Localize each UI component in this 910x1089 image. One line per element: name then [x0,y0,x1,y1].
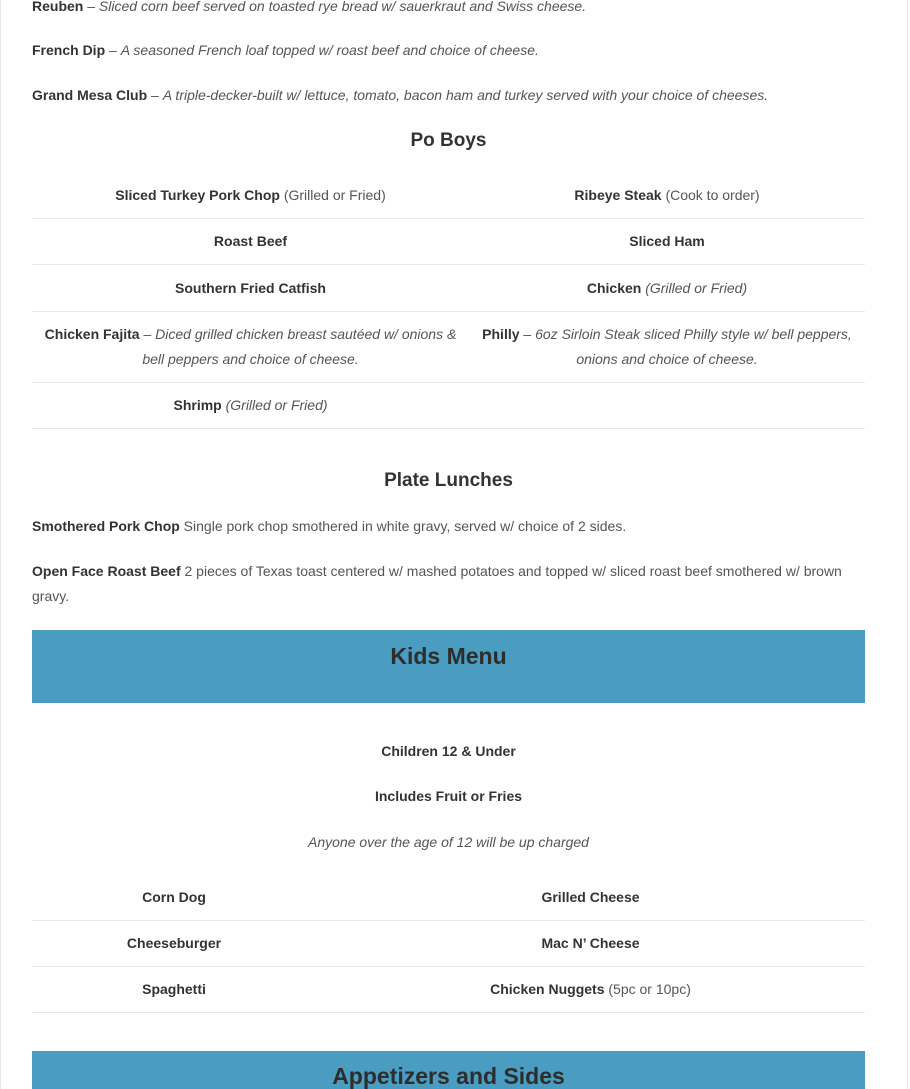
item-name: Chicken Fajita [44,326,140,342]
table-row [32,265,865,312]
menu-cell [32,219,469,264]
item-description: 6oz Sirloin Steak sliced Philly style w/ bell peppers, onions and choice of cheese. [535,326,852,367]
table-row [32,967,865,1013]
kids-menu-grid [32,875,865,1013]
kids-menu-banner [32,630,865,703]
menu-cell-empty [469,383,865,428]
item-name: Sliced Turkey Pork Chop [115,187,280,203]
menu-item-open-face-roast-beef [32,559,865,609]
menu-cell [316,921,865,966]
table-row [32,219,865,265]
table-row [32,383,865,429]
item-name: Smothered Pork Chop [32,518,180,534]
item-description: Sliced corn beef served on toasted rye bread w/ sauerkraut and Swiss cheese. [98,0,587,14]
menu-cell [32,173,469,218]
table-row [32,312,865,383]
item-note: (Grilled or Fried) [279,187,386,203]
appetizers-banner [32,1051,865,1089]
menu-cell [32,312,469,382]
item-description: A seasoned French loaf topped w/ roast beef and choice of cheese. [120,42,539,58]
item-name: Spaghetti [142,981,206,997]
menu-cell [316,967,865,1012]
item-note: (Grilled or Fried) [641,279,748,296]
menu-item-smothered-pork-chop [32,514,865,539]
item-description: Diced grilled chicken breast sautéed w/ onions & bell peppers and choice of cheese. [142,326,457,367]
item-name: Roast Beef [213,233,288,249]
item-name: Sliced Ham [629,233,705,249]
menu-item-reuben [32,0,865,19]
table-row [32,875,865,921]
menu-cell [32,875,316,920]
section-heading-kids-menu: Kids Menu [390,643,507,669]
includes-text: Includes Fruit or Fries [374,788,523,804]
kids-includes-note [32,784,865,809]
menu-cell [32,383,469,428]
section-heading-po-boys: Po Boys [410,130,487,151]
item-name: Chicken [586,279,642,296]
section-heading-appetizers: Appetizers and Sides [332,1063,565,1089]
item-name: Corn Dog [142,889,206,905]
kids-upcharge-note [32,830,865,855]
item-note: (Cook to order) [661,187,760,203]
separator: – [519,326,536,342]
item-note: (5pc or 10pc) [604,981,691,997]
item-name: Reuben [32,0,84,14]
separator: – [105,42,121,58]
menu-cell [316,875,865,920]
section-heading-plate-lunches: Plate Lunches [384,470,513,491]
item-note: (Grilled or Fried) [221,397,328,413]
po-boys-grid [32,173,865,429]
menu-item-grand-mesa-club [32,83,865,108]
kids-age-note [32,739,865,764]
menu-cell [469,265,865,311]
item-name: Mac N’ Cheese [541,935,640,951]
item-name: Philly [482,326,520,342]
item-name: Open Face Roast Beef [32,563,181,579]
item-name: Ribeye Steak [574,187,662,203]
item-name: Cheeseburger [126,935,222,951]
menu-cell [469,312,865,382]
separator: – [139,326,156,342]
item-name: Grilled Cheese [541,889,640,905]
item-description: A triple-decker-built w/ lettuce, tomato, bacon ham and turkey served with your choice of cheeses. [162,87,769,103]
menu-cell [32,921,316,966]
table-row [32,173,865,219]
upcharge-text: Anyone over the age of 12 will be up charged [308,834,589,850]
item-name: Grand Mesa Club [32,87,148,103]
menu-cell [469,219,865,264]
item-name: Southern Fried Catfish [175,279,326,296]
menu-cell [32,967,316,1012]
item-name: Chicken Nuggets [490,981,605,997]
menu-cell [32,265,469,311]
age-note-text: Children 12 & Under [381,743,516,759]
menu-item-french-dip [32,38,865,63]
separator: – [83,0,99,14]
table-row [32,921,865,967]
item-description: Single pork chop smothered in white gravy, served w/ choice of 2 sides. [179,518,627,534]
item-name: French Dip [32,42,106,58]
item-description: 2 pieces of Texas toast centered w/ mashed potatoes and topped w/ sliced roast beef smothered w/ brown gravy. [32,563,842,604]
menu-cell [469,173,865,218]
separator: – [147,87,163,103]
item-name: Shrimp [173,397,222,413]
